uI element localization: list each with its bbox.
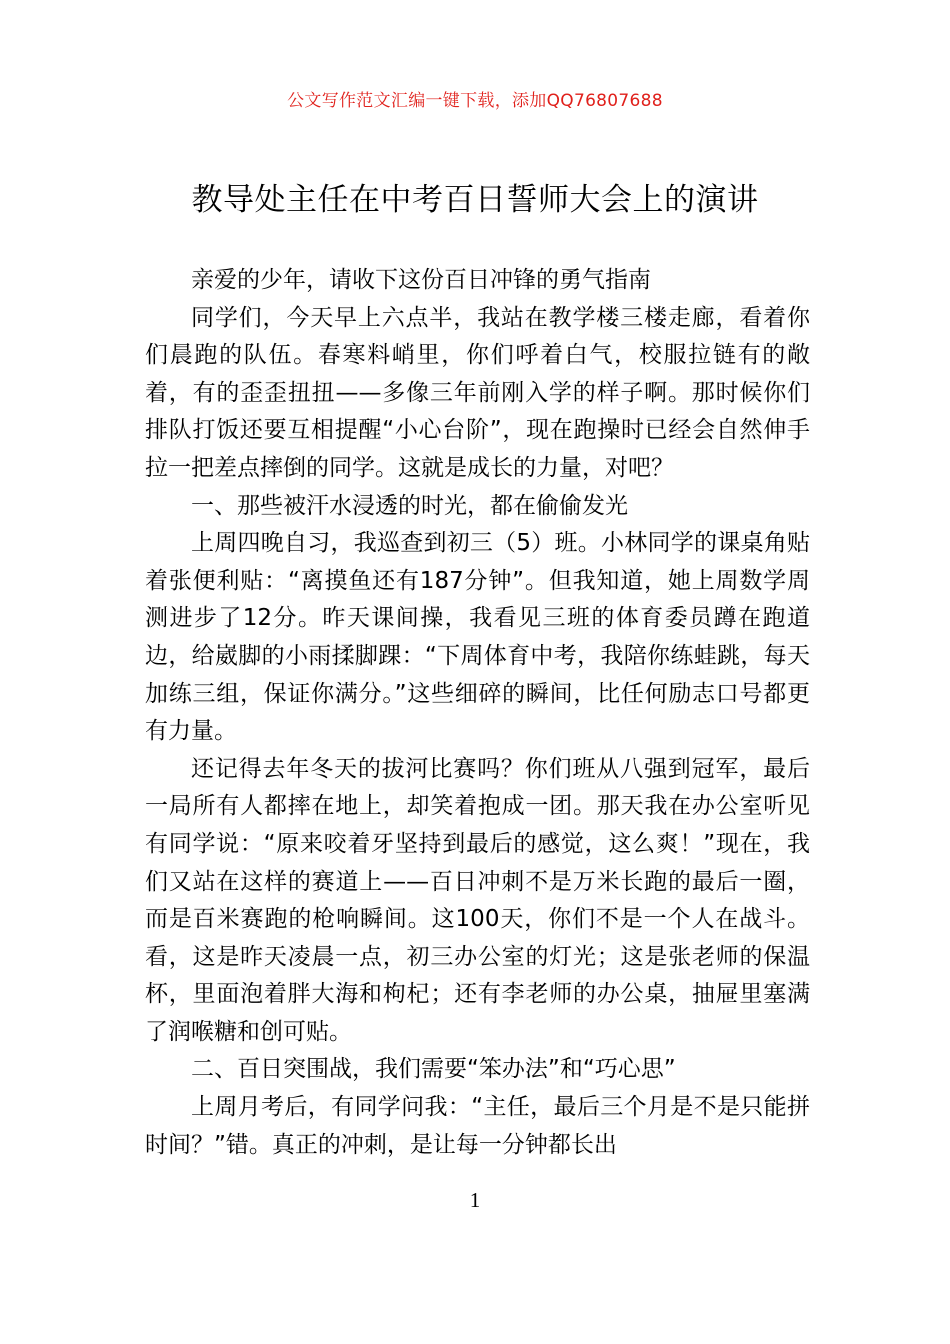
paragraph-opening: 同学们，今天早上六点半，我站在教学楼三楼走廊，看着你们晨跑的队伍。春寒料峭里，你们呼着白气，校服拉链有的敞着，有的歪歪扭扭——多像三年前刚入学的样子啊。那时候你们排队打饭还要互相提醒“小心台阶”，现在跑操时已经会自然伸手拉一把差点摔倒的同学。这就是成长的力量，对吧？	[145, 304, 810, 481]
section-heading-1: 一、那些被汗水浸透的时光，都在偷偷发光	[191, 492, 628, 519]
page-number: 1	[469, 1188, 481, 1212]
document-body	[145, 262, 810, 1164]
section-heading-2: 二、百日突围战，我们需要“笨办法”和“巧心思”	[191, 1056, 676, 1083]
download-notice: 公文写作范文汇编一键下载，添加QQ76807688	[287, 91, 663, 111]
paragraph-section1-a: 上周四晚自习，我巡查到初三（5）班。小林同学的课桌角贴着张便利贴：“离摸鱼还有187分钟”。但我知道，她上周数学周测进步了12分。昨天课间操，我看见三班的体育委员蹲在跑道边，给崴脚的小雨揉脚踝：“下周体育中考，我陪你练蛙跳，每天加练三组，保证你满分。”这些细碎的瞬间，比任何励志口号都更有力量。	[145, 530, 810, 745]
paragraph-section2-a: 上周月考后，有同学问我：“主任，最后三个月是不是只能拼时间？”错。真正的冲刺，是让每一分钟都长出	[145, 1094, 810, 1158]
paragraph-greeting: 亲爱的少年，请收下这份百日冲锋的勇气指南	[191, 267, 651, 293]
paragraph-section1-b: 还记得去年冬天的拔河比赛吗？你们班从八强到冠军，最后一局所有人都摔在地上，却笑着抱成一团。那天我在办公室听见有同学说：“原来咬着牙坚持到最后的感觉，这么爽！”现在，我们又站在这样的赛道上——百日冲刺不是万米长跑的最后一圈，而是百米赛跑的枪响瞬间。这100天，你们不是一个人在战斗。看，这是昨天凌晨一点，初三办公室的灯光；这是张老师的保温杯，里面泡着胖大海和枸杞；还有李老师的办公桌，抽屉里塞满了润喉糖和创可贴。	[145, 755, 810, 1045]
page-title: 教导处主任在中考百日誓师大会上的演讲	[191, 182, 759, 218]
